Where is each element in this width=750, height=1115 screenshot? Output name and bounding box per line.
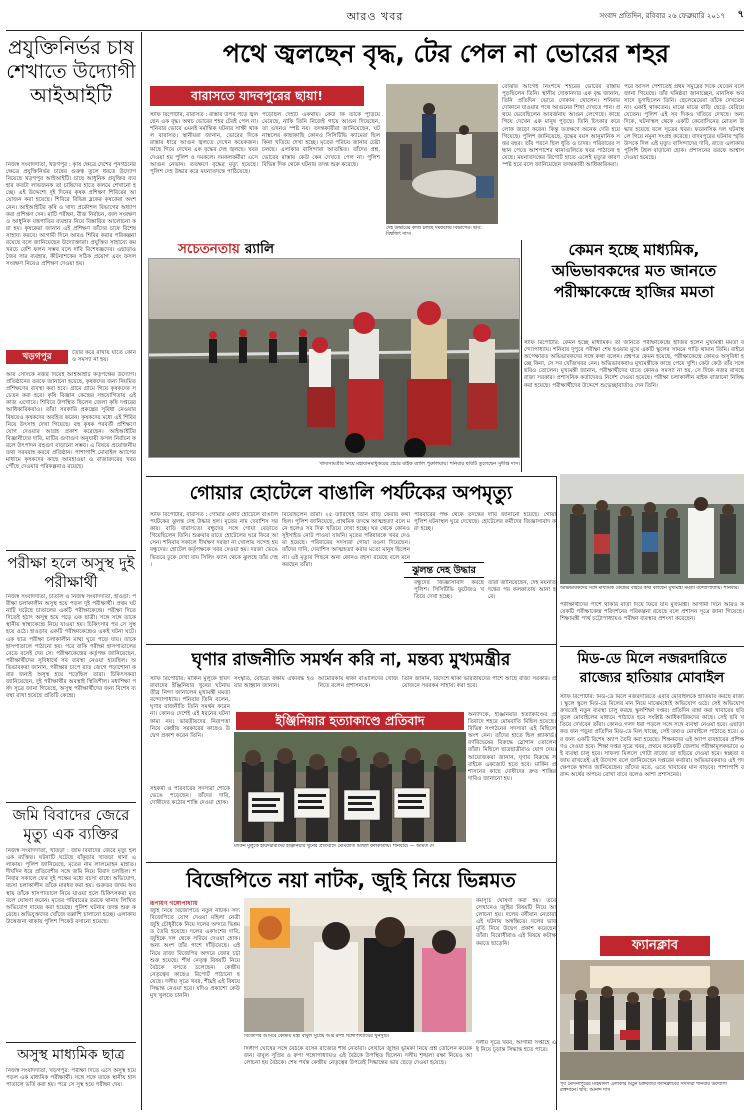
juhi-byline: রূপায়ণ গঙ্গোপাধ্যায় [150,900,198,907]
right-column-rule [556,476,557,1110]
page-number: ৭ [737,9,744,20]
left-body-exam: নিজস্ব সংবাদদাতা, চাতাল ও নিজস্ব সংবাদদাতা, হাওড়া: পরীক্ষা চলাকালীন অসুস্থ হয়ে পড়ল দুই পরীক্ষার্থী। প্রথম ঘটনাটি ঘটেছে চাতালের একটি পরীক্ষাকেন্দ্রে। পরীক্ষা দিতে দিতেই হঠাৎ অসুস্থ হয়ে পড়ে এক ছাত্রী। সঙ্গে সঙ্গে তাকে স্থানীয় স্বাস্থ্যকেন্দ্রে নিয়ে যাওয়া হয়। চিকিৎসার পর সে সুস্থ হয়ে ওঠে। হাওড়ার একটি পরীক্ষাকেন্দ্রেও একই ঘটনা ঘটে। এক ছাত্র পরীক্ষা চলাকালীন মাথা ঘুরে পড়ে যায়। তাকে হাসপাতালে পাঠানো হয়। পরে বাকি পরীক্ষা হাসপাতালের বেডে বসেই দেয় সে। পরীক্ষাকেন্দ্রের কর্তৃপক্ষ জানিয়েছেন, পরীক্ষার্থীদের সুবিধার্থে সব ব্যবস্থা নেওয়া হয়েছিল। অভিভাবকরা জানান, পরীক্ষার চাপে রাত জেগে পড়াশোনা করার জন্যই অসুস্থ হয়ে পড়েছিল তারা। চিকিৎসকরা জানিয়েছেন, দুই পরীক্ষার্থীর অবস্থাই স্থিতিশীল। মধ্যশিক্ষা পর্ষদ সূত্রে জানা গিয়েছে, অসুস্থ পরীক্ষার্থীদের জন্য বিশেষ ব্যবস্থা রাখা হয়েছে প্রতিটি কেন্দ্রে। [6,594,136,700]
goa-body-1: স্টাফ রিপোর্টার, বারাসত : গোয়ার একটি হোটেলে বাঙালি পর্যটকের ঝুলন্ত দেহ উদ্ধার হল। মৃতের নাম দেবাশিস সরকার। বাড়ি বারাসতে। বন্ধুদের সঙ্গে গোয়া বেড়াতে গিয়েছিলেন তিনি। শুক্রবার রাতে হোটেলের ঘরে ফিরে আসেন। শনিবার সকালে দীর্ঘক্ষণ দরজা না খোলায় সন্দেহ হয় বন্ধুদের। হোটেল কর্তৃপক্ষকে খবর দেওয়া হয়। দরজা ভেঙে ভিতরে ঢুকে দেখা যায় সিলিং ফ্যান থেকে ঝুলছে তাঁর দেহ। [150,512,278,568]
hate-headline: ঘৃণার রাজনীতি সমর্থন করি না, মন্তব্য মুখ্যমন্ত্রীর [191,650,511,670]
kharagpur-label: খড়গপুর [22,352,52,362]
lead-photo-image [386,84,498,224]
rally-title-rest: র‌্যালি [244,241,275,257]
lead-column-rule [521,240,522,472]
left-body-iit: নিজস্ব সংবাদদাতা, খড়গপুর : কৃষি ক্ষেত্রে দেশের পুনর্গঠনের ক্ষেত্রে প্রযুক্তিনির্ভর চাষের গুরুত্ব তুলে ধরতে উদ্যোগ নিয়েছে খড়গপুর আইআইটি। চাষে আধুনিক প্রযুক্তির ব্যবহার কতটা লাভজনক তা চাষিদের হাতে কলমে শেখানো হচ্ছে। এই উদ্দেশ্যে দুই দিনের কৃষক প্রশিক্ষণ শিবিরের আয়োজন করা হয়েছে। শিবিরে বিভিন্ন ব্লকের কৃষকেরা অংশ নেন। আইআইটির কৃষি ও খাদ্য প্রকৌশল বিভাগের অধ্যাপকরা প্রশিক্ষণ দেন। মাটি পরীক্ষা, বীজ নির্বাচন, জল সংরক্ষণ ও আধুনিক যন্ত্রপাতির ব্যবহার নিয়ে বিস্তারিত আলোচনা করা হয়। কৃষকেরা জানান এই প্রশিক্ষণ তাঁদের চাষে বিশেষ সাহায্য করবে। আগামী দিনে আরও শিবির করার পরিকল্পনা রয়েছে বলে জানিয়েছেন উদ্যোক্তারা। প্রযুক্তির সাহায্যে কম খরচে বেশি ফলন সম্ভব বলে দাবি বিশেষজ্ঞদের। এছাড়াও জৈব সার ব্যবহার, কীটনাশকের সঠিক প্রয়োগ এবং ফসল সংরক্ষণ নিয়েও প্রশিক্ষণ দেওয়া হয়। [6,162,136,268]
hate-body-1: স্টাফ রিপোর্টার: মার্কিন মুলুকে হায়দরাবাদের ইঞ্জিনিয়ার খুনের ঘটনায় তীব্র নিন্দা জানালেন মুখ্যমন্ত্রী মমতা বন্দ্যোপাধ্যায়। শনিবার তিনি বলেন, ঘৃণার রাজনীতি তিনি সমর্থন করেন না। কোনও দেশেই এই ধরনের ঘটনা কাম্য নয়। ভারতীয়দের নিরাপত্তা নিয়ে কেন্দ্রীয় সরকারের কাছেও উদ্বেগ প্রকাশ করেন তিনি। [150,676,230,739]
paper-date: সংবাদ প্রতিদিন, রবিবার ২৬ ফেব্রুয়ারি ২০১৭ [599,12,725,20]
lead-headline: পথে জ্বলছেন বৃদ্ধ, টের পেল না ভোরের শহর [222,39,670,68]
left-rule-3 [6,1042,136,1043]
left-body-cont: আর সেদিকে নজর দিয়েই আইআইটি কর্তৃপক্ষের উদ্যোগ। প্রতিষ্ঠানের তরফে জানানো হয়েছে, কৃষকদের জন্য নিয়মিত প্রশিক্ষণের ব্যবস্থা করা হবে। গ্রামে গ্রামে গিয়ে কৃষকদের সচেতন করা হবে। কৃষি বিজ্ঞান কেন্দ্রের সহযোগিতায় এই কাজ এগোবে। শিবিরে উপস্থিত ছিলেন জেলা কৃষি দপ্তরের আধিকারিকরাও। তাঁরা সরকারি প্রকল্পের সুবিধা নেওয়ার বিষয়েও কৃষকদের অবহিত করেন। কৃষকদের মধ্যে এই শিবির নিয়ে উৎসাহ দেখা গিয়েছে। বহু কৃষক পরবর্তী প্রশিক্ষণে যোগ দেওয়ার আগ্রহ প্রকাশ করেছেন। আইআইটির বিজ্ঞানীদের দাবি, মাটির গুণাগুণ অনুযায়ী ফসল নির্বাচন করলে উৎপাদন বহুগুণ বাড়ানো সম্ভব। এ বিষয়ে প্রয়োজনীয় তথ্য সরবরাহ করবে প্রতিষ্ঠান। পাশাপাশি মোবাইল অ্যাপের মাধ্যমে কৃষকদের কাছে আবহাওয়া ও বাজারদরের খবর পৌঁছে দেওয়ার পরিকল্পনাও রয়েছে। [6,372,136,471]
left-rule-1 [6,550,136,551]
left-body-land: নিজস্ব সংবাদদাতা, খাতড়া : জমি বিবাদের জেরে মৃত্যু হল এক ব্যক্তির। ঘটনাটি ঘটেছে বাঁকুড়ার খাতড়া থানা এলাকায়। পুলিশ জানিয়েছে, মৃতের নাম লালমোহন মাহাত। দীর্ঘদিন ধরে প্রতিবেশীর সঙ্গে জমি নিয়ে বিবাদ চলছিল। শনিবার সকালে ফের দুই পক্ষের মধ্যে বচসা বাধে। অভিযোগ, বচসা চলাকালীন তাঁকে মারধর করা হয়। গুরুতর জখম অবস্থায় তাঁকে হাসপাতালে নিয়ে যাওয়া হলে চিকিৎসকরা মৃত বলে ঘোষণা করেন। মৃতের পরিবারের তরফে থানায় লিখিত অভিযোগ দায়ের করা হয়েছে। পুলিশ ঘটনার তদন্ত শুরু করেছে। অভিযুক্তদের খোঁজে তল্লাশি চালানো হচ্ছে। এলাকায় উত্তেজনা থাকায় পুলিশ পিকেট বসানো হয়েছে। [6,848,136,925]
protest-photo [234,732,466,842]
hate-body-5: অন্যদিকে, ইঞ্জিনিয়ার হত্যাকাণ্ডের প্রতিবাদে শহরে মোমবাতি মিছিল হয়েছে। বিভিন্ন সংগঠনের সদস্যরা এই মিছিলে অংশ নেন। তাঁদের হাতে ছিল প্ল্যাকার্ড। বর্ণবিদ্বেষের বিরুদ্ধে স্লোগান তোলেন তাঁরা। মিছিলে ছাত্রছাত্রীরাও যোগ দেয়। আয়োজকরা জানান, ঘৃণার বিরুদ্ধে সবাইকে একজোট হতে হবে। মার্কিন প্রশাসনের কাছে দোষীদের দ্রুত শাস্তির দাবিও জানানো হয়। [468,712,556,782]
hate-top-rule [146,644,556,645]
juhi-body-2: কর্মসূচি ঘোষণা করা হয়। তবে সেখানেও জুহির বিষয়টি নিয়ে আলোচনা হয়। দলের বর্ষীয়ান নেতারা এই ঘটনায় অস্বস্তিতে। দলের ভাবমূর্তি নিয়ে উদ্বেগ প্রকাশ করেছেন তাঁরা। বিরোধীরাও এই বিষয়ে কটাক্ষ করতে ছাড়েনি। [476,898,556,947]
left-column-rule [141,32,142,1110]
juhi-headline: বিজেপিতে নয়া নাটক, জুহি নিয়ে ভিন্নমত [186,868,516,892]
juhi-body-3: দিলীপ ঘোষের সঙ্গে বৈঠকে বসেন রাজ্যের শীর্ষ নেতারা। সেখানে জুহির ভূমিকা নিয়ে প্রশ্ন তোলেন কয়েকজন। বাবুল সুপ্রিয় ও রুপা গঙ্গোপাধ্যায়ও এই বৈঠকে উপস্থিত ছিলেন। দলীয় শৃঙ্খলা রক্ষা নিয়েও আলোচনা হয় বৈঠকে। শেষ পর্যন্ত কেন্দ্রীয় নেতৃত্বের উপরেই সিদ্ধান্তের ভার ছেড়ে দেওয়া হয়েছে। [244,1046,472,1067]
midday-body: স্টাফ রিপোর্টার: মিড-ডে মিলে নজরদারিতে এবার মোবাইলকে হাতিয়ার করছে রাজ্য। স্কুলে স্কুলে মিড-ডে মিলের মান নিয়ে মাঝেমধ্যেই অভিযোগ ওঠে। সেই অভিযোগ রুখতেই নতুন ব্যবস্থা চালু করছে স্কুলশিক্ষা দপ্তর। প্রতিদিন রান্না করা খাবারের ছবি তুলে মোবাইলের মাধ্যমে পাঠাতে হবে সংশ্লিষ্ট আধিকারিকদের কাছে। সেই ছবি খতিয়ে দেখবেন তাঁরা। কোনও গলদ ধরা পড়লে সঙ্গে সঙ্গে ব্যবস্থা নেওয়া হবে। এছাড়া কত জন পড়ুয়া প্রতিদিন মিড-ডে মিল খাচ্ছে, সেই তথ্যও মোবাইলে পাঠাতে হবে। এর জন্য একটি বিশেষ অ্যাপ তৈরি করা হয়েছে। শিক্ষকদের এই অ্যাপ ব্যবহারের প্রশিক্ষণও দেওয়া হবে। শিক্ষা দপ্তর সূত্রে খবর, প্রথমে কয়েকটি জেলায় পরীক্ষামূলকভাবে এই ব্যবস্থা চালু হবে। সাফল্য মিললে গোটা রাজ্যে তা ছড়িয়ে দেওয়া হবে। স্বচ্ছতা বজায় রাখতেই এই উদ্যোগ বলে জানিয়েছেন দপ্তরের কর্তারা। অভিভাবকরাও এই পদক্ষেপকে স্বাগত জানিয়েছেন। তাঁদের মতে, এতে খাবারের মান বাড়বে। পাশাপাশি বরাদ্দ অর্থের অপচয় রোখা যাবে বলেও আশা প্রশাসনের। [560,694,744,779]
juhi-photo [244,898,472,1032]
lead-body-2: পড়েছিল দেহটি একথায়। কেউ কি তাঁকে পুড়িয়ে মেরেছে, নাকি তিনি নিজেই গায়ে আগুন দিয়েছেন, তা এখনও স্পষ্ট নয়। তদন্তকারীরা জানিয়েছেন, ঘটনাস্থলের কাছাকাছি কোনও সিসিটিভি ক্যামেরা ছিল কিনা খতিয়ে দেখা হচ্ছে। মৃতের পরিচয় জানার চেষ্টা চলছে। এলাকার বাসিন্দারা আতঙ্কিত। তাঁদের প্রশ্ন, ভোরের রাস্তায় কেউ কেন দেখতে পেল না। পুলিশ বিভিন্ন দিক থেকে ঘটনার তদন্ত শুরু করেছে। [262,112,380,168]
mamata-photo-image [560,474,744,584]
rally-title [178,238,358,258]
rally-photo-image [149,259,520,458]
goa-headline: গোয়ার হোটেলে বাঙালি পর্যটকের অপমৃত্যু [189,482,513,504]
lead-body-3: বোঝার আগেই নিঃশব্দে শহরের ভোরের রাস্তায় পুড়ছিলেন তিনি। স্থানীয় দোকানদার এক বৃদ্ধ জানান, তিনি প্রতিদিন ভোরে দোকান খোলেন। শনিবার দোকানে যাওয়ার পথে আগুনের শিখা দেখতে পান। প্রথমে ভেবেছিলেন আবর্জনায় আগুন লেগেছে। কাছে গিয়ে দেখেন এক মানুষ পুড়ছে। তিনি চিৎকার করে লোক জড়ো করেন। কিন্তু ততক্ষণে অনেক দেরি হয়ে গিয়েছে। পুলিশ জানিয়েছে, বৃদ্ধের বয়স আনুমানিক সত্তর বছর। তাঁর পরনে ছিল ধুতি ও চাদর। পরিবারের সন্ধান পেতে আশপাশের থানাগুলিতে খবর পাঠানো হয়েছে। ময়নাতদন্তের রিপোর্ট হাতে এলেই মৃত্যুর কারণ স্পষ্ট হবে বলে জানিয়েছেন তদন্তকারী আধিকারিকরা। [502,84,620,169]
hate-body-4: তিনি জানান, বিদেশে থাকা ভারতীয়দের পাশে আছে রাজ্য সরকার। প্রয়োজনে সবরকম সাহায্য করা হবে। [402,676,556,690]
rally-title-red: সচেতনতায় [178,241,240,257]
lead-body-1: স্টাফ রিপোর্টার, বারাসত : রাস্তার উপর পড়ে জ্বলছেন এক বৃদ্ধ। অথচ ভোরের শহর টেরই পেল না। শনিবার ভোরে এমনই মর্মান্তিক ঘটনার সাক্ষী থাকল বারাসত। স্থানীয়রা জানান, ভোরের দিকে রাস্তার ধারে আগুন জ্বলতে দেখেন কয়েকজন। কাছে গিয়ে দেখেন এক বৃদ্ধের দেহ জ্বলছে। খবর দেওয়া হয় পুলিশ ও দমকলে। দমকলকর্মীরা এসে আগুন নেভান। ততক্ষণে বৃদ্ধের মৃত্যু হয়েছে। পুলিশ দেহ উদ্ধার করে ময়নাতদন্তে পাঠিয়েছে। [150,112,258,175]
protest-tag: ইঞ্জিনিয়ার হত্যাকাণ্ডে প্রতিবাদ [236,712,464,730]
mamata-headline: কেমন হচ্ছে মাধ্যমিক, অভিভাবকদের মত জানতে পরীক্ষাকেন্দ্রে হাজির মমতা [551,241,717,301]
goa-body-5: বন্ধুদের জিজ্ঞাসাবাদ করছে পুলিশ। সিসিটিভি ফুটেজও খতিয়ে দেখা হচ্ছে। [414,580,484,601]
protest-caption: মার্কিন মুলুকে হায়দরাবাদের ইঞ্জিনিয়ার খুনের প্রতিবাদে মোমবাতি মিছিল কলকাতায়। শনিবার। — অমিত দে [234,844,434,849]
mamata-body-2: পরীক্ষার্থীদের পাশে থাকার বার্তা দিয়ে ফিরে যান মুখ্যমন্ত্রী। আগামী দিনে আরও কয়েকটি পরীক্ষাকেন্দ্র পরিদর্শনের পরিকল্পনা রয়েছে বলে প্রশাসন সূত্রে জানা গিয়েছে। শিক্ষামন্ত্রী পার্থ চট্টোপাধ্যায়ও পরীক্ষা ব্যবস্থার প্রশংসা করেছেন। [560,602,744,623]
protest-photo-image [234,732,466,842]
juhi-body-1: জুহি নিয়ে বিজেপিতে নতুন নাটক। সদ্য বিজেপিতে যোগ দেওয়া মহিলা নেত্রী জুহি চৌধুরীকে নিয়ে দলের অন্দরে ভিন্নমত তৈরি হয়েছে। দলের একাংশের দাবি, জুহিকে দল থেকে সরিয়ে দেওয়া হোক। অন্য অংশ তাঁর পাশে দাঁড়িয়েছে। এই নিয়ে রাজ্য বিজেপির অন্দরে জোর চর্চা শুরু হয়েছে। শীর্ষ নেতৃত্ব বিষয়টি নিয়ে বৈঠকে বসতে চলেছেন। কেন্দ্রীয় নেতৃত্বের কাছেও রিপোর্ট পাঠানো হয়েছে। দলীয় সূত্রে খবর, শীঘ্রই এই বিষয়ে সিদ্ধান্ত নেওয়া হবে। যদিও প্রকাশ্যে কেউ মুখ খুলতে চাননি। [150,908,240,1000]
left-rule-2 [6,802,136,803]
fanclub-photo [560,960,744,1080]
left-headline-iit: প্রযুক্তিনির্ভর চাষ শেখাতে উদ্যোগী আইআইটি [6,36,136,107]
hate-body-2: সংস্কৃতি, বৈচিত্র্য রক্ষায় ঐক্যবদ্ধ হওয়ার আহ্বান জানান। [234,676,314,690]
goa-subtag: ঝুলন্ত দেহ উদ্ধার [404,562,484,578]
left-headline-exam: পরীক্ষা হলে অসুস্থ দুই পরীক্ষার্থী [7,554,135,591]
goa-top-rule [146,476,556,477]
rally-photo [148,258,520,458]
midday-headline: মিড-ডে মিলে নজরদারিতে রাজ্যের হাতিয়ার মোবাইল [577,651,727,686]
left-body-kharagpur: তৈরি করে রাখায় যাতে কোনও সমস্যা না হয়। [72,350,136,364]
mamata-body: স্টাফ রিপোর্টার: কেমন হচ্ছে মাধ্যমিক। তা জানতে পরীক্ষাকেন্দ্রে হাজির হলেন মুখ্যমন্ত্রী মমতা বন্দ্যোপাধ্যায়। শনিবার দুপুরে পরীক্ষা শেষ হওয়ার মুখে একটি স্কুলের সামনে গাড়ি থামান তিনি। বাইরে অপেক্ষারত অভিভাবকদের সঙ্গে কথা বলেন। প্রশ্নপত্র কেমন হয়েছে, পরীক্ষাকেন্দ্রে কোনও অসুবিধা হচ্ছে কিনা, সে সব খোঁজখবর নেন। অভিভাবকরাও মুখ্যমন্ত্রীকে কাছে পেয়ে খুশি। কেউ কেউ তাঁর সঙ্গে ছবিও তোলেন। মুখ্যমন্ত্রী জানান, পরীক্ষার্থীদের যাতে কোনও সমস্যা না হয়, সে দিকে নজর রাখছে রাজ্য সরকার। প্রশাসনিক কর্তাদেরও নির্দেশ দেওয়া হয়েছে। পরীক্ষা চলাকালীন মাইক বাজানো নিষিদ্ধ করা হয়েছে। পরীক্ষার্থীদের উদ্দেশে শুভেচ্ছাবার্তাও দেন তিনি। [524,340,744,389]
juhi-body-4: দলীয় সূত্রে খবর, আগামী সপ্তাহে এই নিয়ে চূড়ান্ত সিদ্ধান্ত হতে পারে। [476,1040,556,1054]
masthead [0,0,750,30]
masthead-rule [6,30,744,31]
goa-body-3: পরিবারের পক্ষ থেকে তদন্তের দাবি জানানো হয়েছে। গোয়া পুলিশ ঘটনাস্থল ঘুরে দেখেছে। হোটেলের কর্মীদের জিজ্ঞাসাবাদ করা হচ্ছে। [414,512,556,533]
midday-top-rule [560,646,744,647]
fanclub-photo-image [560,960,744,1080]
left-body-student: নিজস্ব সংবাদদাতা, খড়গপুর: পরীক্ষা দিতে এসে অসুস্থ হয়ে পড়ল এক মাধ্যমিক পরীক্ষার্থী। সঙ্গে সঙ্গে তাকে স্থানীয় হাসপাতালে ভর্তি করা হয়। পরে সে সুস্থ হয়ে পরীক্ষা দেয়। [6,1068,136,1089]
juhi-photo-image [244,898,472,1032]
lead-photo-caption: দেহ উদ্ধারের কাজ চলছে দমকলের বিভাগের। ছবি: বিশ্বজিৎ দাস। [386,226,482,236]
kharagpur-tag [6,350,68,364]
hate-body-3: আমেরিকায় থাকা বাঙালিদের খোঁজ নিতে বলেন প্রশাসনকে। [318,676,398,690]
lead-tag: বারাসতে যাদবপুরের ছায়া! [150,86,364,106]
fanclub-tag: ফ্যানক্লাব [600,936,710,956]
lead-body-4: পরে আসল পেশাতেই প্রথম সমুদ্রের দিকে যেতেন বলে জানা গিয়েছে। তাঁর ঘনিষ্ঠরা জানাচ্ছেন, মানসিক অবসাদে ভুগছিলেন তিনি। ছেলেমেয়েরা তাঁকে দেখতেন না। একাই থাকতেন। মাঝে মাঝে বাড়ি ছেড়ে বেরিয়ে যেতেন। পুলিশ এই সব দিকও খতিয়ে দেখছে। অন্যদিকে, ঘটনাস্থল থেকে একটি কেরোসিনের বোতল উদ্ধার হয়েছে বলে সূত্রের খবর। ফরেনসিক দল ঘটনাস্থলে গিয়ে নমুনা সংগ্রহ করেছে। যাদবপুরের ঘটনার স্মৃতি উসকে দিল এই মৃত্যু। বাসিন্দাদের দাবি, রাতে এলাকায় পুলিশি টহল বাড়ানো হোক। প্রশাসনের তরফে আশ্বাস দেওয়া হয়েছে। [624,84,744,161]
juhi-caption: বিজেপির আসরে কেন্দ্রীয় মন্ত্রী বাবুল সুপ্রিয় আর রুপা গঙ্গোপাধ্যায়ের খুনসুটি। [244,1034,390,1039]
mamata-photo [560,474,744,584]
juhi-top-rule [146,862,556,863]
rally-caption: খাদ্যসামগ্রীর নিয়ে মহাযানমাধুকরের প্রচার বাইক র‌্যালি পুরুলিয়ায়। শনিবার ছবিটি তুলেছেন সুদীপ্ত দাস। [319,461,520,467]
left-headline-student: অসুস্থ মাধ্যমিক ছাত্র [17,1047,125,1063]
fanclub-caption: পূর্ব মেদিনীপুরের মহিষাদল এলাকার মিঠুন চক্রবর্তীর ফ্যানক্লাবের সদস্যরা শনিবার উদ্যোগী রক্তদানে। ছবি: আনন্দ দাস [560,1082,727,1094]
hate-body-6: সহকর্মী ও পরিবারের সদস্যরা শোকে ভেঙে পড়েছেন। তাঁদের দাবি, দোষীদের কঠোর শাস্তি দেওয়া হোক। [150,786,230,807]
left-column [6,32,136,1112]
lead-photo [386,84,498,224]
goa-body-2: বিয়েছিলেন তাঁরা। ২৫ তারিখেই তিনি বাড়ি ফেরার কথা ছিল। পুলিশ জানিয়েছে, প্রাথমিক তদন্তে আত্মহত্যা বলে মনে হলেও সব দিক খতিয়ে দেখা হচ্ছে। ঘর থেকে কোনও সুইসাইড নোট পাওয়া যায়নি। মৃতের পরিবারকে খবর দেওয়া হয়েছে। পরিবারের সদস্যরা গোয়া রওনা দিয়েছেন। তাঁদের দাবি, দেবাশিস আত্মহত্যা করার মতো মানুষ ছিলেন না। এই মৃত্যুর পিছনে অন্য কোনও রহস্য রয়েছে বলে মনে করছেন তাঁরা। [282,512,410,568]
left-headline-land: জমি বিবাদের জেরে মৃত্যু এক ব্যক্তির [12,806,130,843]
goa-body-4: তাঁরা জানিয়েছেন, দেহ ময়নাতদন্তের পর কলকাতায় আনা হবে। [488,580,556,601]
mamata-caption: অভিভাবকদের সঙ্গে মাধ্যমিক কেন্দ্রের বাইরে কথা বলছেন মুখ্যমন্ত্রী মমতা বন্দ্যোপাধ্যায়। শনিবার। [560,586,740,591]
section-label: আরও খবর [346,10,404,23]
